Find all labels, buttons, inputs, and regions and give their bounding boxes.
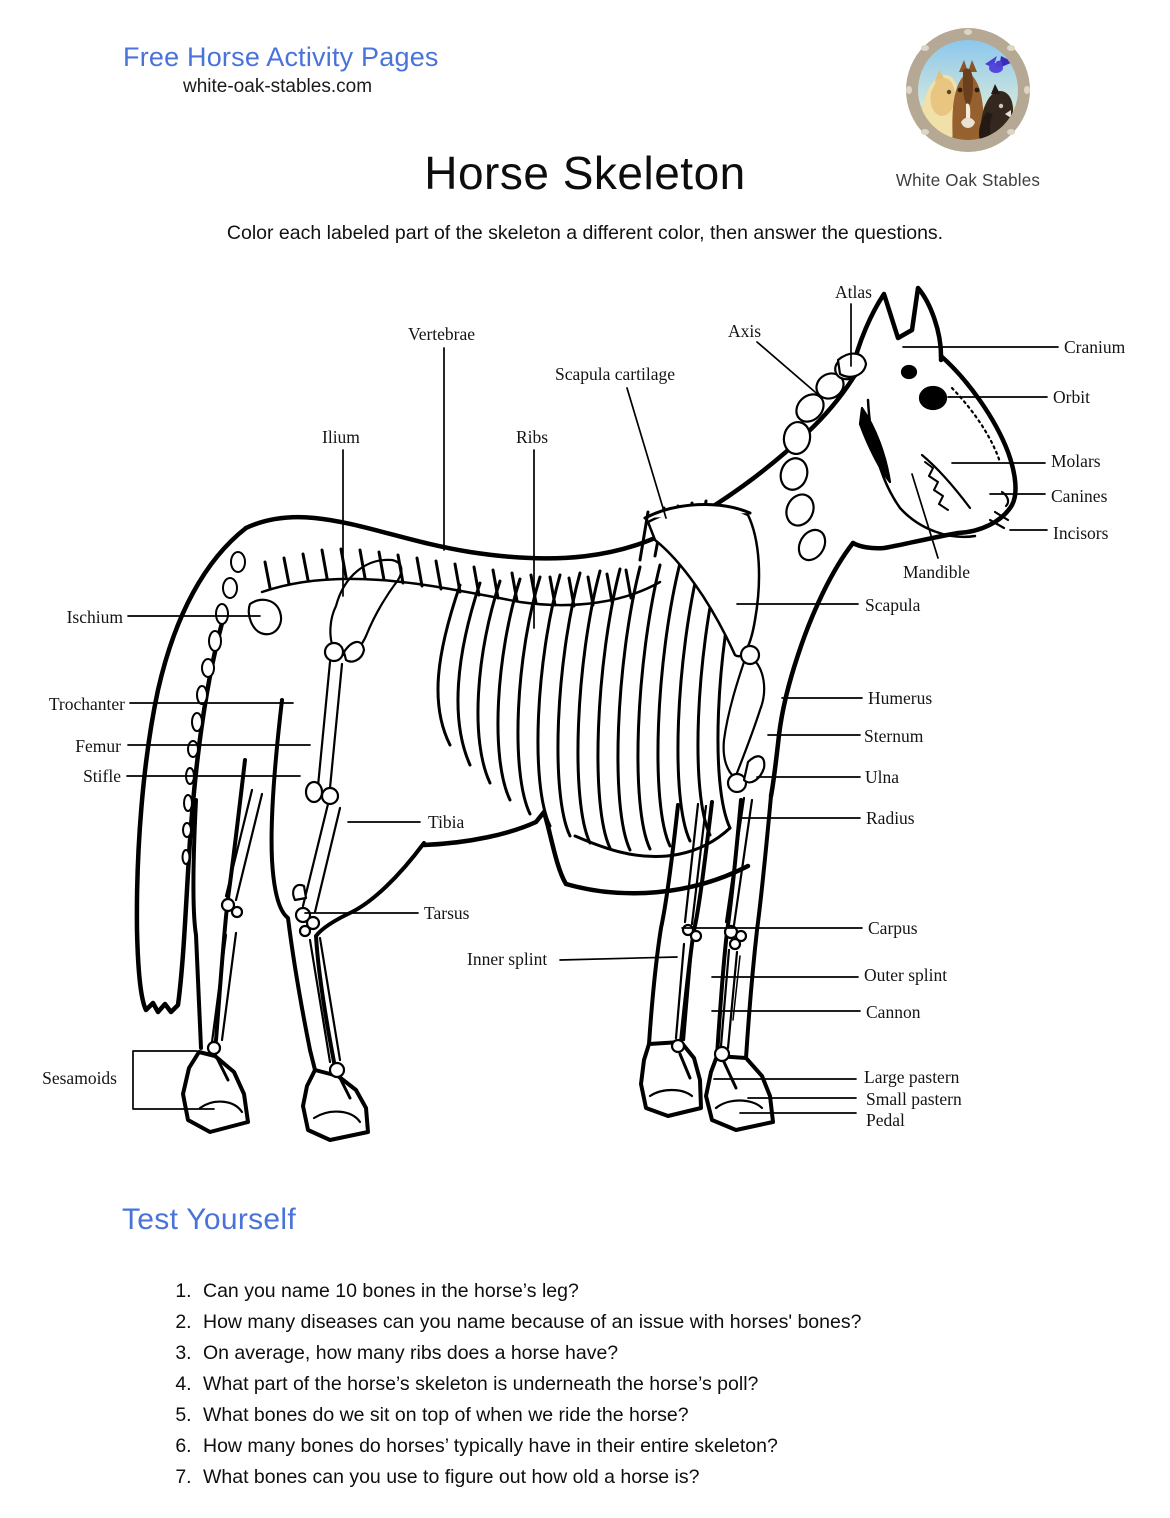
quiz-question: 6. How many bones do horses’ typically have in their entire skeleton? — [197, 1431, 1100, 1462]
label-atlas: Atlas — [835, 282, 872, 302]
page-title: Horse Skeleton — [424, 147, 746, 199]
ribcage — [438, 557, 740, 857]
label-humerus: Humerus — [868, 688, 933, 708]
orbit-hole — [920, 387, 946, 409]
quiz-question: 1. Can you name 10 bones in the horse’s leg? — [197, 1276, 1100, 1307]
quiz-question: 7. What bones can you use to figure out how old a horse is? — [197, 1462, 1100, 1493]
label-large-pastern: Large pastern — [864, 1067, 960, 1087]
ilium-bone — [330, 560, 401, 655]
scapula-bone — [645, 504, 759, 656]
label-tarsus: Tarsus — [424, 903, 470, 923]
label-scapula: Scapula — [865, 595, 921, 615]
hind-leg-bones — [200, 560, 401, 1122]
label-sternum: Sternum — [864, 726, 924, 746]
label-trochanter: Trochanter — [48, 694, 125, 714]
label-ribs: Ribs — [516, 427, 549, 447]
label-cannon: Cannon — [866, 1002, 921, 1022]
quiz-question: 5. What bones do we sit on top of when we ride the horse? — [197, 1400, 1100, 1431]
label-axis: Axis — [728, 321, 762, 341]
instruction-text: Color each labeled part of the skeleton a different color, then answer the questions. — [226, 222, 944, 244]
femur-bone — [318, 662, 342, 788]
quiz-heading: Test Yourself — [122, 1203, 297, 1236]
label-sesamoids: Sesamoids — [42, 1068, 117, 1088]
quiz-question: 2. How many diseases can you name because of an issue with horses' bones? — [197, 1307, 1100, 1338]
label-mandible: Mandible — [903, 562, 971, 582]
logo-caption: White Oak Stables — [895, 170, 1041, 191]
front-legs — [641, 796, 773, 1130]
label-ulna: Ulna — [865, 767, 900, 787]
label-ischium: Ischium — [66, 607, 123, 627]
neck-vertebrae — [777, 353, 866, 565]
label-stifle: Stifle — [83, 766, 121, 786]
site-url: white-oak-stables.com — [183, 76, 373, 97]
label-radius: Radius — [866, 808, 915, 828]
label-outer-splint: Outer splint — [864, 965, 948, 985]
label-scapula-cartilage: Scapula cartilage — [555, 364, 676, 384]
quiz-question: 4. What part of the horse’s skeleton is underneath the horse’s poll? — [197, 1369, 1100, 1400]
label-femur: Femur — [75, 736, 121, 756]
quiz-section — [160, 1276, 1100, 1493]
label-ilium: Ilium — [322, 427, 360, 447]
label-canines: Canines — [1051, 486, 1108, 506]
label-orbit: Orbit — [1053, 387, 1090, 407]
site-title: Free Horse Activity Pages — [123, 42, 439, 72]
quiz-list — [160, 1276, 1100, 1493]
label-molars: Molars — [1051, 451, 1101, 471]
label-pedal: Pedal — [866, 1110, 905, 1130]
label-cranium: Cranium — [1064, 337, 1126, 357]
skull — [860, 366, 1008, 537]
label-vertebrae: Vertebrae — [408, 324, 476, 344]
ulna-bone — [744, 756, 764, 782]
label-carpus: Carpus — [868, 918, 918, 938]
ischium-bone — [249, 600, 281, 634]
quiz-question: 3. On average, how many ribs does a horse have? — [197, 1338, 1100, 1369]
label-incisors: Incisors — [1053, 523, 1109, 543]
label-inner-splint: Inner splint — [467, 949, 548, 969]
label-tibia: Tibia — [428, 812, 465, 832]
tibia-bone — [303, 804, 340, 912]
label-small-pastern: Small pastern — [866, 1089, 962, 1109]
